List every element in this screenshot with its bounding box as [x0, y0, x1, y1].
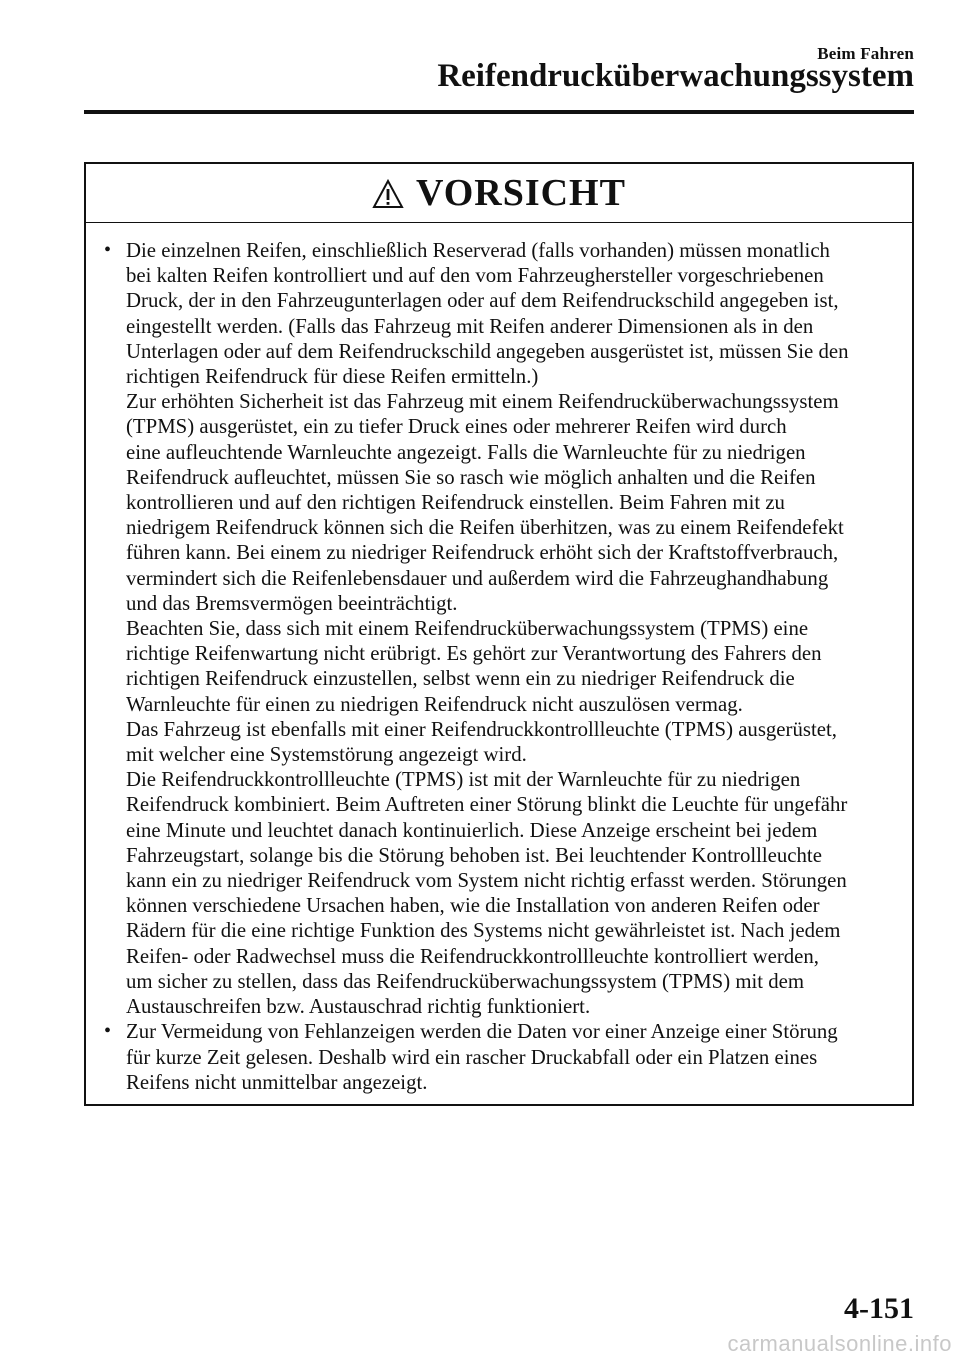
caution-text-line: bei kalten Reifen kontrolliert und auf den vom Fahrzeughersteller vorgeschriebenen [126, 264, 824, 288]
caution-text-line: vermindert sich die Reifenlebensdauer und außerdem wird die Fahrzeughandhabung [126, 566, 829, 590]
bullet-marker: • [104, 1020, 112, 1043]
caution-title: VORSICHT [416, 172, 626, 214]
caution-text-line: richtige Reifenwartung nicht erübrigt. Es gehört zur Verantwortung des Fahrers den [126, 642, 822, 666]
caution-text-line: Das Fahrzeug ist ebenfalls mit einer Reifendruckkontrollleuchte (TPMS) ausgerüstet, [126, 717, 837, 741]
caution-list [104, 238, 912, 1095]
caution-text-line: kann ein zu niedriger Reifendruck vom System nicht richtig erfasst werden. Störungen [126, 869, 847, 893]
warning-triangle-icon [372, 179, 404, 209]
caution-text-line: richtigen Reifendruck einzustellen, selbst wenn ein zu niedriger Reifendruck die [126, 667, 795, 691]
bullet-marker: • [104, 239, 112, 261]
footer-watermark: carmanualsonline.info [727, 1331, 952, 1356]
caution-text-line: richtigen Reifendruck für diese Reifen ermitteln.) [126, 365, 539, 389]
caution-text-line: eine aufleuchtende Warnleuchte angezeigt. Falls die Warnleuchte für zu niedrigen [126, 440, 806, 464]
caution-text-line: Beachten Sie, dass sich mit einem Reifendrucküberwachungssystem (TPMS) eine [126, 617, 809, 641]
page-number: 4-151 [844, 1292, 914, 1325]
caution-text-line: Die einzelnen Reifen, einschließlich Reserverad (falls vorhanden) müssen monatlich [126, 239, 830, 262]
caution-text-line: für kurze Zeit gelesen. Deshalb wird ein rascher Druckabfall oder ein Platzen eines [126, 1045, 818, 1069]
caution-text-line: Rädern für die eine richtige Funktion des Systems nicht gewährleistet ist. Nach jedem [126, 919, 841, 943]
caution-text-line: Reifens nicht unmittelbar angezeigt. [126, 1070, 428, 1094]
caution-list-item [104, 238, 912, 1019]
caution-text-line: führen kann. Bei einem zu niedriger Reifendruck erhöht sich der Kraftstoffverbrauch, [126, 541, 839, 565]
caution-text-line: Warnleuchte für einen zu niedrigen Reifendruck nicht auszulösen vermag. [126, 692, 743, 716]
caution-text-line: mit welcher eine Systemstörung angezeigt wird. [126, 743, 527, 767]
caution-text-line: können verschiedene Ursachen haben, wie die Installation von anderen Reifen oder [126, 894, 820, 918]
caution-text-line: um sicher zu stellen, dass das Reifendrucküberwachungssystem (TPMS) mit dem [126, 969, 805, 993]
caution-text-line: Die Reifendruckkontrollleuchte (TPMS) ist mit der Warnleuchte für zu niedrigen [126, 768, 801, 792]
caution-text-line: Austauschreifen bzw. Austauschrad richtig funktioniert. [126, 995, 591, 1019]
caution-text-line: eingestellt werden. (Falls das Fahrzeug mit Reifen anderer Dimensionen als in den [126, 314, 814, 338]
caution-text-line: Reifendruck kombiniert. Beim Auftreten einer Störung blinkt die Leuchte für ungefähr [126, 793, 848, 817]
header-rule [84, 110, 914, 114]
caution-text-line: und das Bremsvermögen beeinträchtigt. [126, 591, 458, 615]
caution-text-line: Reifendruck aufleuchtet, müssen Sie so rasch wie möglich anhalten und die Reifen [126, 465, 816, 489]
caution-text-line: eine Minute und leuchtet danach kontinuierlich. Diese Anzeige erscheint bei jedem [126, 818, 818, 842]
page-title: Reifendrucküberwachungssystem [437, 58, 914, 94]
caution-text-line: (TPMS) ausgerüstet, ein zu tiefer Druck eines oder mehrerer Reifen wird durch [126, 415, 787, 439]
caution-text-line: Druck, der in den Fahrzeugunterlagen oder auf dem Reifendruckschild angegeben ist, [126, 289, 839, 313]
caution-text-line: niedrigem Reifendruck können sich die Reifen überhitzen, was zu einem Reifendefekt [126, 516, 844, 540]
caution-text-line: Unterlagen oder auf dem Reifendruckschild angegeben ausgerüstet ist, müssen Sie den [126, 339, 849, 363]
caution-text-line: Reifen- oder Radwechsel muss die Reifendruckkontrollleuchte kontrolliert werden, [126, 944, 820, 968]
caution-list-item [104, 1019, 912, 1095]
caution-text-line: Zur Vermeidung von Fehlanzeigen werden die Daten vor einer Anzeige einer Störung [126, 1020, 838, 1044]
caution-text-line: kontrollieren und auf den richtigen Reifendruck einstellen. Beim Fahren mit zu [126, 491, 785, 515]
caution-text-line: Zur erhöhten Sicherheit ist das Fahrzeug mit einem Reifendrucküberwachungssystem [126, 390, 839, 414]
caution-header [86, 164, 912, 223]
caution-box [84, 162, 914, 1106]
section-label: Beim Fahren [817, 44, 914, 63]
caution-text-line: Fahrzeugstart, solange bis die Störung behoben ist. Bei leuchtender Kontrollleuchte [126, 843, 822, 867]
